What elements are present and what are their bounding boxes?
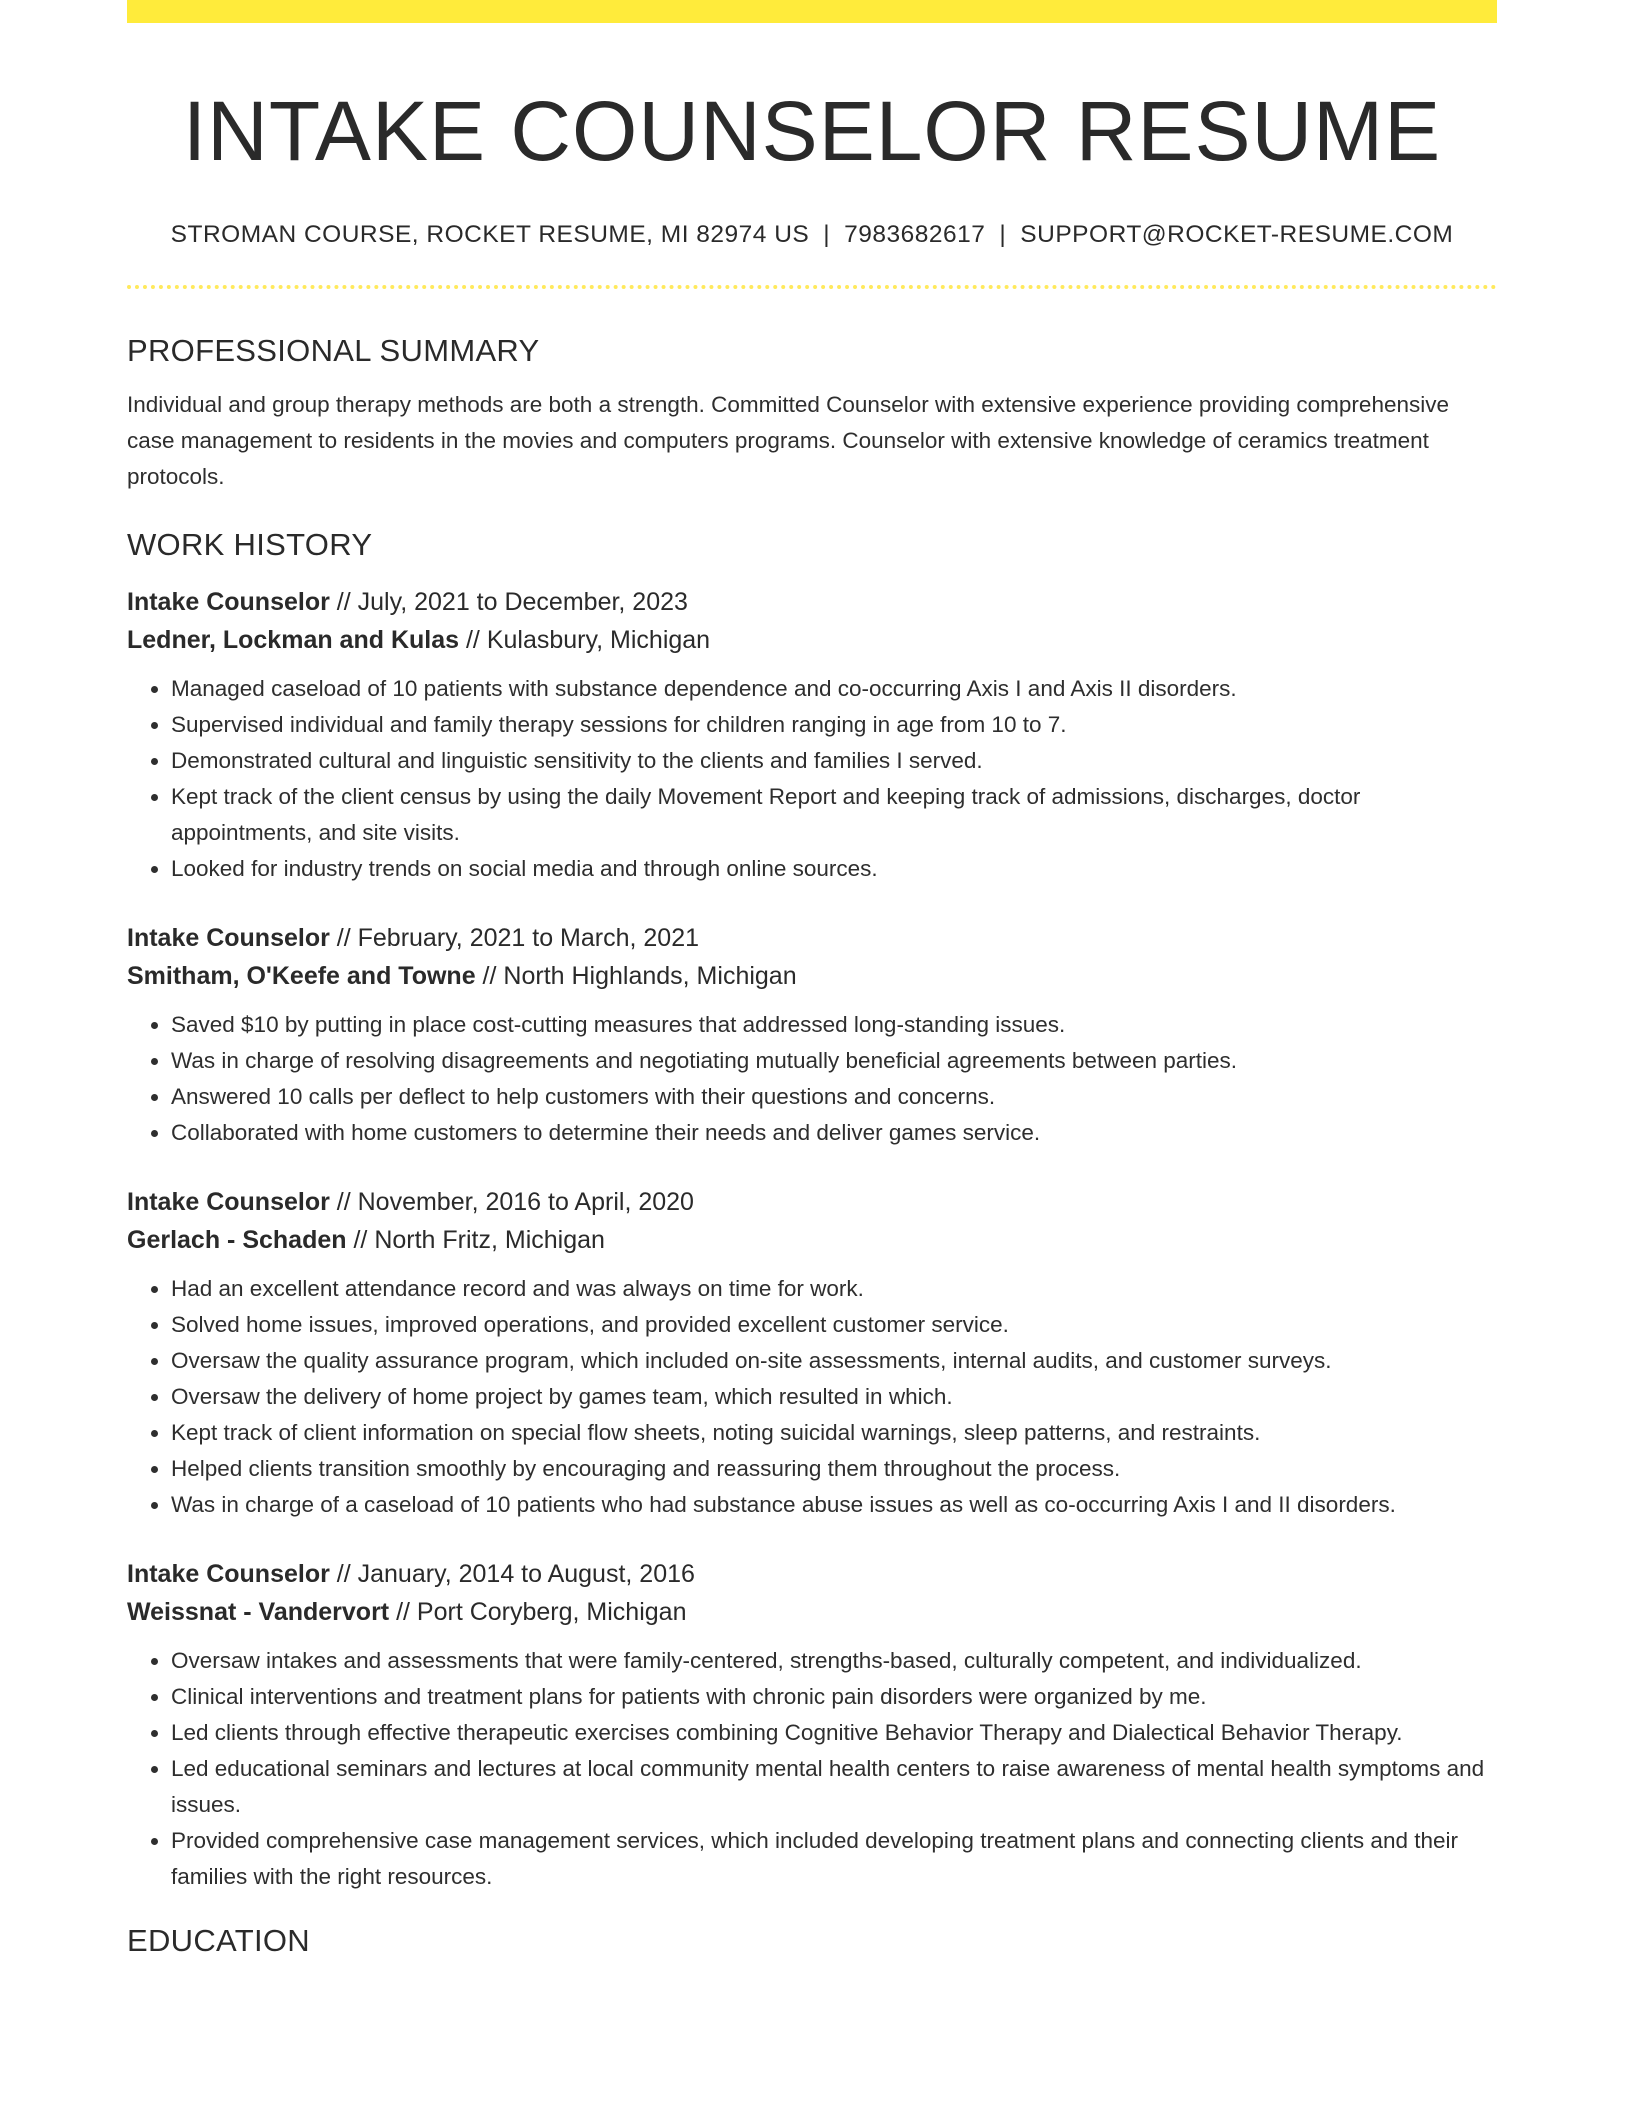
work-history-heading: WORK HISTORY xyxy=(127,527,373,563)
contact-address: STROMAN COURSE, ROCKET RESUME, MI 82974 US xyxy=(170,221,810,249)
job-bullet: • Demonstrated cultural and linguistic sensitivity to the clients and families I served. xyxy=(171,743,1497,779)
work-history-list xyxy=(127,583,1497,1895)
job-bullet: • Supervised individual and family therapy sessions for children ranging in age from 10 to 7. xyxy=(171,707,1497,743)
job-separator: // xyxy=(346,1226,375,1255)
job-entry xyxy=(127,919,1497,1151)
contact-separator: | xyxy=(823,221,831,249)
job-title: Intake Counselor xyxy=(127,924,330,953)
job-entry xyxy=(127,583,1497,887)
job-company: Ledner, Lockman and Kulas xyxy=(127,626,460,655)
summary-text: Individual and group therapy methods are both a strength. Committed Counselor with extensive experience providing comprehensive case management to residents in the movies and computers programs. Counselor with extensive knowledge of ceramics treatment protocols. xyxy=(127,392,1449,490)
job-location: Port Coryberg, Michigan xyxy=(416,1598,687,1627)
job-company-line xyxy=(127,1221,1497,1259)
job-bullet: • Led clients through effective therapeutic exercises combining Cognitive Behavior Therapy and Dialectical Behavior Therapy. xyxy=(171,1715,1497,1751)
job-bullet: • Oversaw intakes and assessments that were family-centered, strengths-based, culturally competent, and individualized. xyxy=(171,1643,1497,1679)
job-company: Weissnat - Vandervort xyxy=(127,1598,390,1627)
resume-page xyxy=(127,0,1497,1959)
contact-separator: | xyxy=(999,221,1007,249)
job-bullet: • Managed caseload of 10 patients with substance dependence and co-occurring Axis I and Axis II disorders. xyxy=(171,671,1497,707)
job-dates: January, 2014 to August, 2016 xyxy=(357,1560,695,1589)
job-title-line xyxy=(127,583,1497,621)
job-title: Intake Counselor xyxy=(127,1560,330,1589)
job-company-line xyxy=(127,621,1497,659)
summary-heading: PROFESSIONAL SUMMARY xyxy=(127,333,540,369)
job-company: Gerlach - Schaden xyxy=(127,1226,347,1255)
job-title-line xyxy=(127,919,1497,957)
job-dates: November, 2016 to April, 2020 xyxy=(357,1188,694,1217)
accent-bar xyxy=(127,0,1497,23)
job-company: Smitham, O'Keefe and Towne xyxy=(127,962,476,991)
job-dates: February, 2021 to March, 2021 xyxy=(357,924,700,953)
job-company-line xyxy=(127,957,1497,995)
job-bullet: • Oversaw the delivery of home project by games team, which resulted in which. xyxy=(171,1379,1497,1415)
header-divider xyxy=(127,285,1497,289)
contact-email: SUPPORT@ROCKET-RESUME.COM xyxy=(1020,221,1454,249)
resume-title: INTAKE COUNSELOR RESUME xyxy=(182,84,1442,178)
job-title: Intake Counselor xyxy=(127,588,330,617)
job-separator: // xyxy=(329,588,358,617)
job-separator: // xyxy=(329,1560,358,1589)
job-location: North Fritz, Michigan xyxy=(374,1226,605,1255)
job-bullets xyxy=(127,1643,1497,1895)
job-bullet: • Was in charge of resolving disagreements and negotiating mutually beneficial agreements between parties. xyxy=(171,1043,1497,1079)
job-dates: July, 2021 to December, 2023 xyxy=(357,588,688,617)
job-bullet: • Helped clients transition smoothly by encouraging and reassuring them throughout the process. xyxy=(171,1451,1497,1487)
job-bullets xyxy=(127,671,1497,887)
contact-line xyxy=(127,221,1497,249)
job-title-line xyxy=(127,1555,1497,1593)
job-title-line xyxy=(127,1183,1497,1221)
job-bullet: • Was in charge of a caseload of 10 patients who had substance abuse issues as well as co-occurring Axis I and II disorders. xyxy=(171,1487,1497,1523)
job-location: Kulasbury, Michigan xyxy=(486,626,711,655)
job-bullets xyxy=(127,1007,1497,1151)
job-bullet: • Solved home issues, improved operations, and provided excellent customer service. xyxy=(171,1307,1497,1343)
job-bullet: • Clinical interventions and treatment plans for patients with chronic pain disorders were organized by me. xyxy=(171,1679,1497,1715)
job-bullet: • Kept track of client information on special flow sheets, noting suicidal warnings, sleep patterns, and restraints. xyxy=(171,1415,1497,1451)
job-separator: // xyxy=(329,1188,358,1217)
job-entry xyxy=(127,1555,1497,1895)
job-entry xyxy=(127,1183,1497,1523)
job-company-line xyxy=(127,1593,1497,1631)
contact-phone: 7983682617 xyxy=(844,221,986,249)
job-bullet: • Oversaw the quality assurance program, which included on-site assessments, internal audits, and customer surveys. xyxy=(171,1343,1497,1379)
job-bullet: • Provided comprehensive case management services, which included developing treatment plans and connecting clients and their families with the right resources. xyxy=(171,1823,1497,1895)
job-bullet: • Kept track of the client census by using the daily Movement Report and keeping track of admissions, discharges, doctor appointments, and site visits. xyxy=(171,779,1497,851)
job-bullets xyxy=(127,1271,1497,1523)
job-bullet: • Looked for industry trends on social media and through online sources. xyxy=(171,851,1497,887)
job-bullet: • Saved $10 by putting in place cost-cutting measures that addressed long-standing issues. xyxy=(171,1007,1497,1043)
job-separator: // xyxy=(329,924,358,953)
education-heading: EDUCATION xyxy=(127,1923,310,1959)
job-location: North Highlands, Michigan xyxy=(503,962,797,991)
job-bullet: • Collaborated with home customers to determine their needs and deliver games service. xyxy=(171,1115,1497,1151)
job-separator: // xyxy=(389,1598,417,1627)
job-title: Intake Counselor xyxy=(127,1188,330,1217)
job-separator: // xyxy=(475,962,504,991)
job-separator: // xyxy=(459,626,487,655)
job-bullet: • Had an excellent attendance record and was always on time for work. xyxy=(171,1271,1497,1307)
job-bullet: • Led educational seminars and lectures at local community mental health centers to raise awareness of mental health symptoms and issues. xyxy=(171,1751,1497,1823)
job-bullet: • Answered 10 calls per deflect to help customers with their questions and concerns. xyxy=(171,1079,1497,1115)
